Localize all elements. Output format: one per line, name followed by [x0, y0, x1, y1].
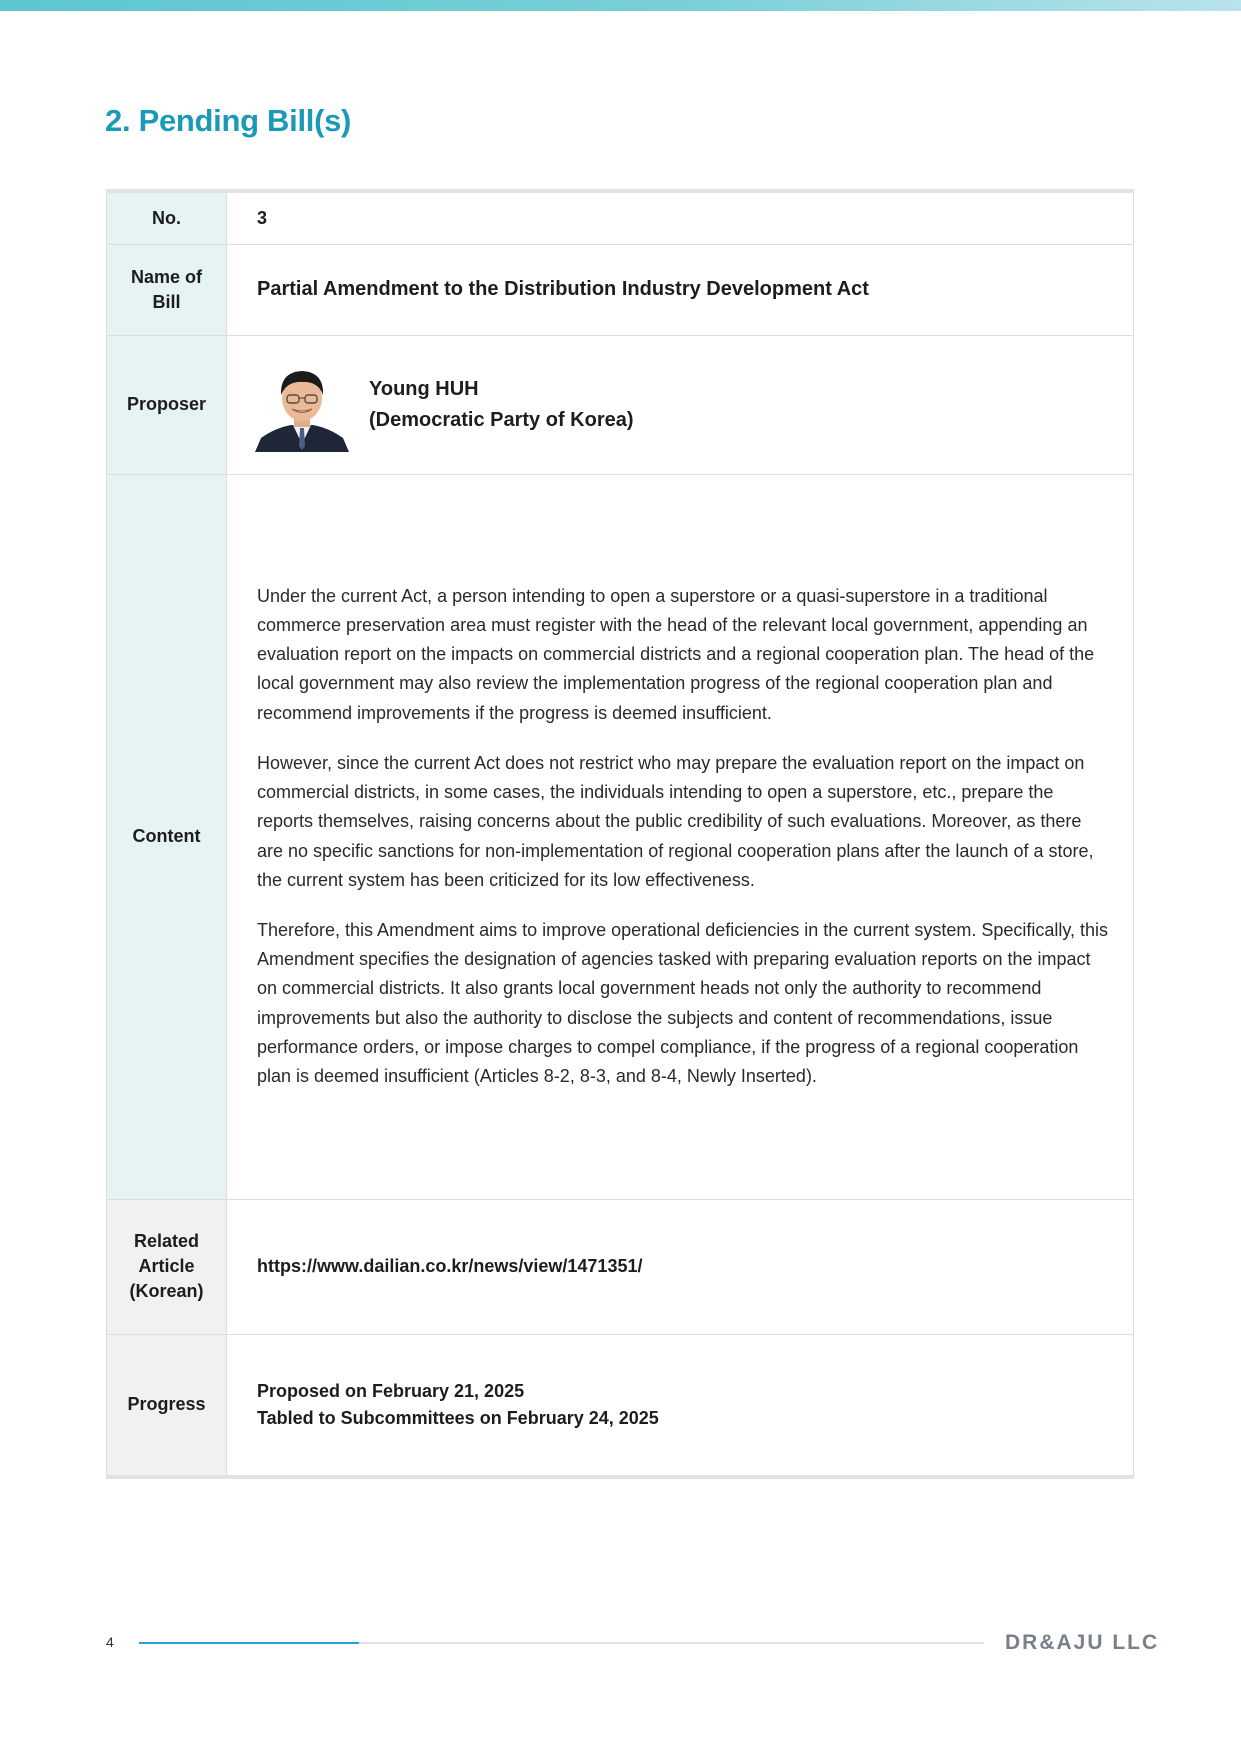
bill-table — [106, 189, 1134, 1479]
content-cell — [227, 474, 1134, 1199]
label-progress: Progress — [107, 1334, 227, 1477]
related-article-link[interactable]: https://www.dailian.co.kr/news/view/1471351/ — [227, 1199, 1134, 1334]
proposer-wrap — [255, 358, 1109, 452]
top-accent-bar — [0, 0, 1241, 11]
label-content: Content — [107, 474, 227, 1199]
content-paragraph: However, since the current Act does not restrict who may prepare the evaluation report on the impact on commercial districts, in some cases, the individuals intending to open a superstore, etc., prepare the reports themselves, raising concerns about the public credibility of such evaluations. Moreover, as there are no specific sanctions for non-implementation of regional cooperation plans after the launch of a store, the current system has been criticized for its low effectiveness. — [257, 752, 1094, 890]
label-no: No. — [107, 191, 227, 244]
label-proposer: Proposer — [107, 335, 227, 474]
bill-name: Partial Amendment to the Distribution Industry Development Act — [227, 244, 1134, 335]
firm-logo: DR&AJU LLC — [1005, 1631, 1160, 1654]
bill-number: 3 — [227, 191, 1134, 244]
progress-proposed: Proposed on February 21, 2025 — [257, 1380, 525, 1401]
row-no — [107, 191, 1134, 244]
row-name-of-bill — [107, 244, 1134, 335]
page-progress-track — [139, 1642, 984, 1644]
proposer-cell — [227, 335, 1134, 474]
proposer-info — [369, 374, 634, 436]
row-related-article — [107, 1199, 1134, 1334]
progress-cell — [227, 1334, 1134, 1477]
label-name-line1: Name of — [130, 266, 202, 287]
proposer-name: Young HUH — [369, 377, 479, 400]
page-number: 4 — [106, 1634, 114, 1650]
label-name-of-bill — [107, 244, 227, 335]
page-progress-fill — [139, 1642, 359, 1644]
label-related-line1: Related — [133, 1231, 200, 1251]
section-title: 2. Pending Bill(s) — [105, 103, 352, 138]
label-related-line2: Article — [138, 1256, 195, 1276]
proposer-party: (Democratic Party of Korea) — [369, 408, 634, 431]
row-progress — [107, 1334, 1134, 1477]
content-paragraph: Under the current Act, a person intending to open a superstore or a quasi-superstore in a traditional commerce preservation area must register with the head of the relevant local government, appending an evaluation report on the impacts on commercial districts and a regional cooperation plan. The head of the local government may also review the implementation progress of the regional cooperation plan and recommend improvements if the progress is deemed insufficient. — [257, 585, 1095, 723]
label-related-line3: (Korean) — [129, 1281, 204, 1301]
row-proposer — [107, 335, 1134, 474]
progress-tabled: Tabled to Subcommittees on February 24, 2025 — [257, 1407, 659, 1428]
proposer-photo — [255, 358, 349, 452]
content-paragraph: Therefore, this Amendment aims to improve operational deficiencies in the current system. Specifically, this Amendment specifies the designation of agencies tasked with preparing evaluation reports on the impact on commercial districts. It also grants local government heads not only the authority to recommend improvements but also the authority to disclose the subjects and content of recommendations, issue performance orders, or impose charges to compel compliance, if the progress of a regional cooperation plan is deemed insufficient (Articles 8-2, 8-3, and 8-4, Newly Inserted). — [257, 919, 1109, 1086]
label-related-article — [107, 1199, 227, 1334]
row-content — [107, 474, 1134, 1199]
label-name-line2: Bill — [152, 291, 181, 312]
